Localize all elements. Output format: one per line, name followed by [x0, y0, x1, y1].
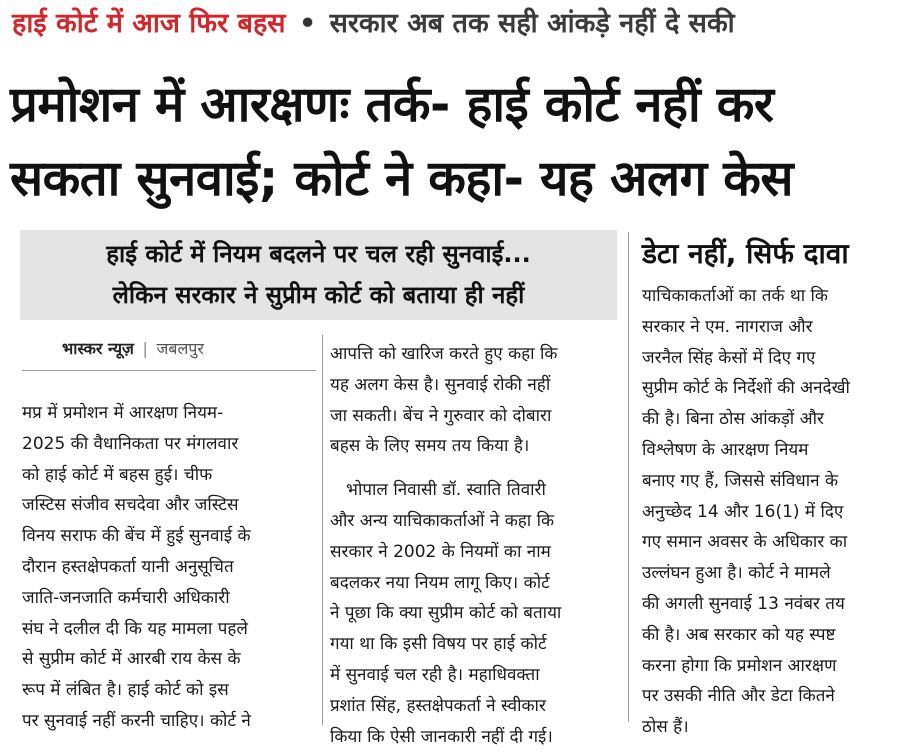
- column-1-line: पर सुनवाई नहीं करनी चाहिए। कोर्ट ने: [22, 710, 251, 731]
- sidebar-line: की है। बिना ठोस आंकड़ों और: [642, 409, 824, 430]
- column-divider-1: [322, 335, 323, 725]
- kicker-line: [12, 4, 912, 44]
- sidebar-line: करना होगा कि प्रमोशन आरक्षण: [642, 655, 837, 676]
- column-divider-2: [628, 232, 629, 722]
- sidebar-heading: डेटा नहीं, सिर्फ दावा: [642, 237, 849, 270]
- sidebar-line: ठोस हैं।: [642, 717, 689, 738]
- column-2-line: और अन्य याचिकाकर्ताओं ने कहा कि: [330, 510, 555, 531]
- column-2-line: आपत्ति को खारिज करते हुए कहा कि: [330, 344, 558, 364]
- byline: [62, 337, 204, 359]
- sidebar-line: जरनैल सिंह केसों में दिए गए: [642, 347, 816, 368]
- column-2-line: जा सकती। बेंच ने गुरुवार को दोबारा: [330, 405, 552, 426]
- column-2-line: बदलकर नया नियम लागू किए। कोर्ट: [330, 572, 550, 593]
- deck-line-1: हाई कोर्ट में नियम बदलने पर चल रही सुनवाई...: [106, 240, 531, 268]
- bullet-separator: •: [298, 8, 317, 39]
- column-2-line: प्रशांत सिंह, हस्तक्षेपकर्ता ने स्वीकार: [330, 695, 546, 716]
- column-1-line: रूप में लंबित है। हाई कोर्ट को इस: [22, 680, 229, 701]
- article-column-2: [330, 339, 620, 752]
- sidebar-line: पर उसकी नीति और डेटा कितने: [642, 686, 835, 707]
- column-1-line: से सुप्रीम कोर्ट में आरबी राय केस के: [22, 649, 241, 670]
- sidebar-line: की अगली सुनवाई 13 नवंबर तय: [642, 593, 845, 614]
- sidebar-line: गए समान अवसर के अधिकार का: [642, 532, 848, 553]
- column-2-line: भोपाल निवासी डॉ. स्वाति तिवारी: [346, 480, 546, 501]
- headline-line-1: प्रमोशन में आरक्षणः तर्क- हाई कोर्ट नहीं कर: [10, 76, 774, 133]
- column-1-line: मप्र में प्रमोशन में आरक्षण नियम-: [22, 403, 224, 423]
- sidebar-line: याचिकाकर्ताओं का तर्क था कि: [642, 286, 828, 306]
- column-1-line: विनय सराफ की बेंच में हुई सुनवाई के: [22, 526, 251, 547]
- column-1-line: दौरान हस्तक्षेपकर्ता यानी अनुसूचित: [22, 556, 234, 577]
- deck-box: [20, 230, 617, 320]
- column-2-line: सरकार ने 2002 के नियमों का नाम: [330, 541, 551, 562]
- byline-divider: [22, 370, 316, 371]
- sidebar-line: उल्लंघन हुआ है। कोर्ट ने मामले: [642, 563, 831, 584]
- column-2-line: किया कि ऐसी जानकारी नहीं दी गई।: [330, 726, 553, 747]
- column-1-line: जाति-जनजाति कर्मचारी अधिकारी: [22, 587, 230, 608]
- column-1-line: को हाई कोर्ट में बहस हुई। चीफ: [22, 464, 213, 485]
- deck-line-2: लेकिन सरकार ने सुप्रीम कोर्ट को बताया ही नहीं: [112, 281, 525, 309]
- article-column-1: [22, 398, 312, 737]
- column-1-line: 2025 की वैधानिकता पर मंगलवार: [22, 433, 239, 454]
- sidebar-line: सुप्रीम कोर्ट के निर्देशों की अनदेखी: [642, 378, 850, 399]
- column-2-line: यह अलग केस है। सुनवाई रोकी नहीं: [330, 374, 551, 395]
- sidebar-line: विश्लेषण के आरक्षण नियम: [642, 439, 809, 460]
- sidebar-line: की है। अब सरकार को यह स्पष्ट: [642, 624, 836, 645]
- byline-city: जबलपुर: [156, 339, 204, 358]
- sidebar-line: सरकार ने एम. नागराज और: [642, 316, 813, 337]
- sidebar-line: बनाए गए हैं, जिससे संविधान के: [642, 470, 839, 491]
- headline-line-2: सकता सुनवाई; कोर्ट ने कहा- यह अलग केस: [10, 150, 794, 207]
- kicker-red-text: हाई कोर्ट में आज फिर बहस: [12, 8, 286, 39]
- byline-agency: भास्कर न्यूज़: [62, 339, 134, 358]
- byline-separator: |: [142, 339, 148, 358]
- kicker-grey-text: सरकार अब तक सही आंकड़े नहीं दे सकी: [329, 8, 735, 39]
- column-2-line: बहस के लिए समय तय किया है।: [330, 436, 530, 457]
- paragraph-gap: [330, 462, 620, 475]
- column-1-line: संघ ने दलील दी कि यह मामला पहले: [22, 618, 248, 639]
- column-2-line: में सुनवाई चल रही है। महाधिवक्ता: [330, 664, 540, 685]
- column-1-line: जस्टिस संजीव सचदेवा और जस्टिस: [22, 495, 239, 516]
- sidebar-column: [642, 281, 910, 743]
- column-2-line: गया था कि इसी विषय पर हाई कोर्ट: [330, 634, 547, 655]
- column-2-line: ने पूछा कि क्या सुप्रीम कोर्ट को बताया: [330, 603, 562, 624]
- sidebar-line: अनुच्छेद 14 और 16(1) में दिए: [642, 501, 844, 522]
